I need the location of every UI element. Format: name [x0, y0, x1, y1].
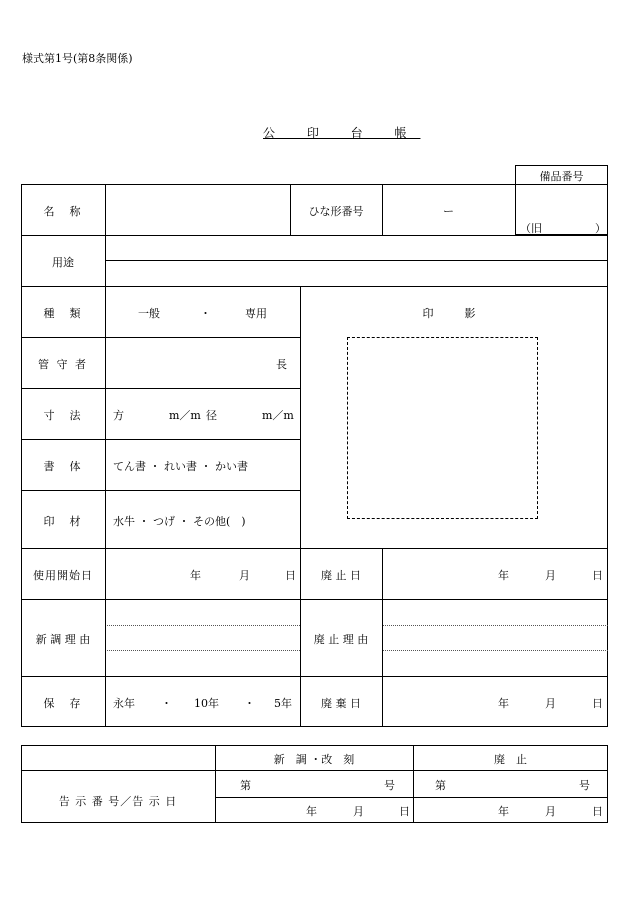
abolish-date-label: 廃 止 日 [321, 569, 361, 582]
hina-number-label: ひな形番号 [308, 205, 364, 218]
seal-impression-label: 印 影 [422, 307, 486, 320]
disposal-month: 月 [545, 697, 556, 710]
material-label: 印 材 [43, 515, 83, 528]
style-options[interactable]: てん書 ・ れい書 ・ かい書 [113, 460, 248, 473]
start-date-label: 使用開始日 [33, 569, 93, 582]
row-line [21, 770, 608, 771]
abolish-month: 月 [545, 569, 556, 582]
use-label: 用途 [52, 256, 74, 269]
row-line [21, 286, 608, 287]
row-line [21, 490, 300, 491]
size-unit-2: m／m [262, 409, 294, 422]
disposal-year: 年 [498, 697, 509, 710]
abolish-day: 日 [592, 569, 603, 582]
retention-10y[interactable]: 10年 [194, 697, 219, 710]
abolish-reason-label: 廃 止 理 由 [313, 633, 369, 646]
type-exclusive[interactable]: 専用 [245, 307, 267, 320]
use-divider [105, 260, 608, 261]
row-line [21, 676, 608, 677]
disposal-day: 日 [592, 697, 603, 710]
notice-dai: 第 [240, 779, 251, 792]
retention-sep: ・ [244, 697, 255, 710]
abolish-reason-field[interactable] [387, 602, 602, 672]
old-number-suffix: ） [595, 222, 606, 235]
abolish-notice-gou: 号 [579, 779, 590, 792]
retention-permanent[interactable]: 永年 [113, 697, 135, 710]
old-number-prefix: （旧 [520, 222, 542, 235]
start-month: 月 [239, 569, 250, 582]
new-carving-header: 新 調 ・改 刻 [273, 753, 355, 766]
use-field-1[interactable] [110, 238, 600, 258]
retention-sep: ・ [161, 697, 172, 710]
use-field-2[interactable] [110, 263, 600, 283]
seal-impression-area[interactable] [347, 337, 538, 519]
start-year: 年 [190, 569, 201, 582]
page-title: 公 印 台 帳 [263, 126, 421, 140]
abolish-notice-month: 月 [545, 805, 556, 818]
abolish-notice-day: 日 [592, 805, 603, 818]
row-line [21, 599, 608, 600]
row-line [21, 548, 608, 549]
retention-5y[interactable]: 5年 [274, 697, 292, 710]
col-line [105, 184, 106, 727]
material-options[interactable]: 水牛 ・ つげ ・ その他( ) [113, 515, 246, 528]
name-field[interactable] [110, 190, 285, 230]
new-reason-label: 新 調 理 由 [35, 633, 91, 646]
name-label: 名 称 [43, 205, 83, 218]
size-unit-1: m／m [169, 409, 201, 422]
row-line [21, 337, 300, 338]
size-square: 方 [113, 409, 124, 422]
new-reason-field[interactable] [110, 602, 295, 672]
col-line [382, 548, 383, 727]
hina-number-value[interactable]: ー [443, 205, 454, 218]
notice-day: 日 [399, 805, 410, 818]
keeper-field[interactable] [110, 342, 270, 382]
notice-year: 年 [306, 805, 317, 818]
keeper-suffix: 長 [276, 358, 287, 371]
disposal-date-label: 廃 棄 日 [321, 697, 361, 710]
type-separator: ・ [200, 307, 211, 320]
size-diameter: 径 [206, 409, 217, 422]
col-line [300, 286, 301, 727]
abolish-year: 年 [498, 569, 509, 582]
row-line [21, 388, 300, 389]
notice-number-label: 告 示 番 号／告 示 日 [58, 795, 178, 808]
type-general[interactable]: 一般 [138, 307, 160, 320]
abolish-notice-year: 年 [498, 805, 509, 818]
row-line [21, 439, 300, 440]
style-label: 書 体 [43, 460, 83, 473]
retention-label: 保 存 [43, 697, 83, 710]
abolish-notice-dai: 第 [435, 779, 446, 792]
row-line [215, 797, 608, 798]
keeper-label: 管 守 者 [38, 358, 88, 371]
notice-month: 月 [353, 805, 364, 818]
abolish-header: 廃 止 [494, 753, 527, 766]
type-label: 種 類 [43, 307, 83, 320]
start-day: 日 [285, 569, 296, 582]
equipment-number-label: 備品番号 [539, 170, 584, 183]
row-line [21, 235, 608, 236]
size-label: 寸 法 [43, 409, 83, 422]
col-line [515, 184, 516, 235]
form-number: 様式第1号(第8条関係) [22, 52, 133, 65]
notice-gou: 号 [384, 779, 395, 792]
